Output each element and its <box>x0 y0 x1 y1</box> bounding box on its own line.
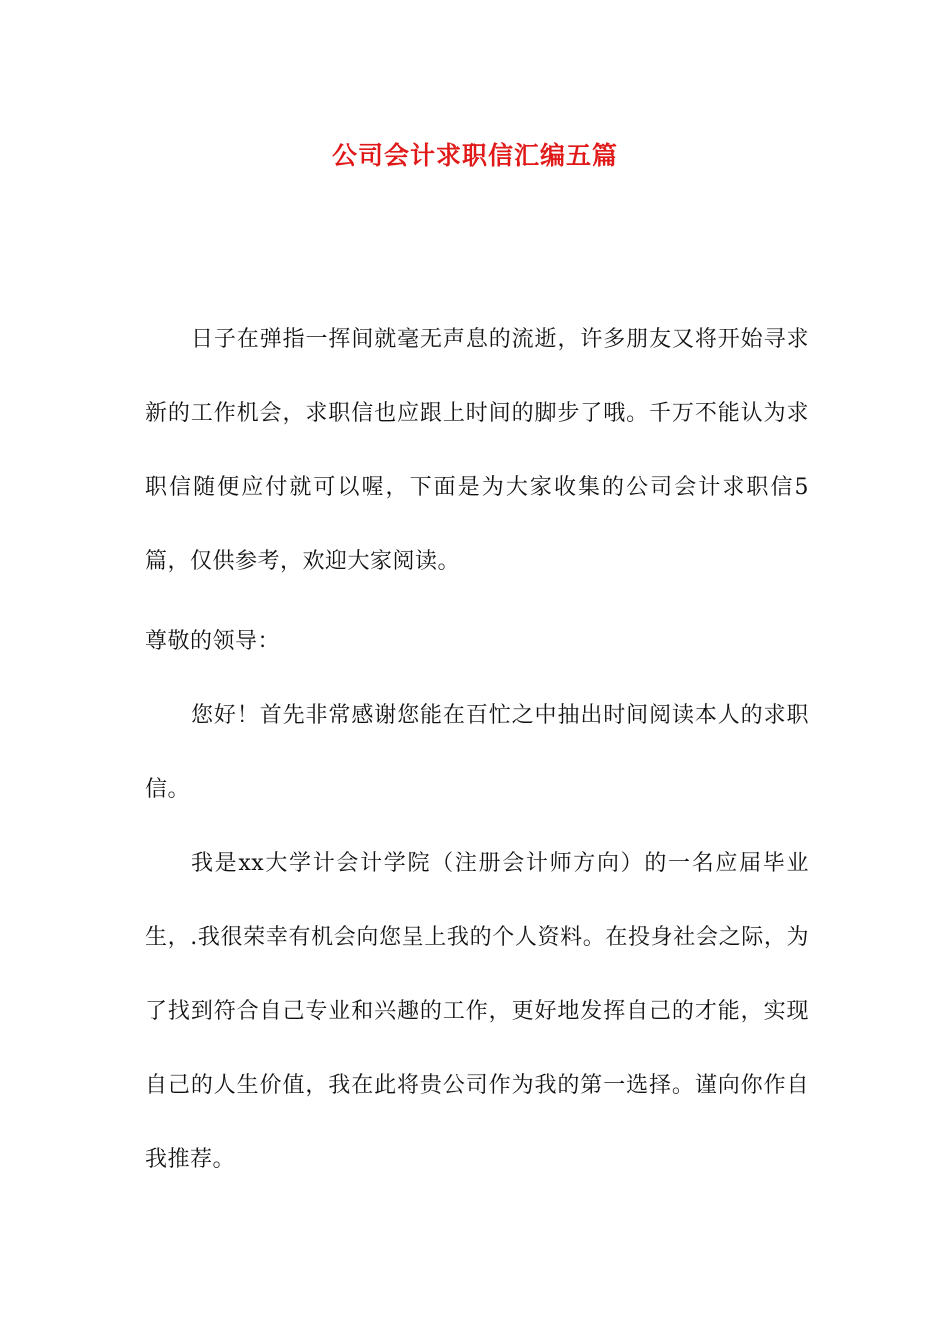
intro-block <box>145 303 809 599</box>
thanks-paragraph: 您好！首先非常感谢您能在百忙之中抽出时间阅读本人的求职信。 <box>145 703 809 802</box>
thanks-block <box>145 679 809 827</box>
salutation-block <box>145 609 809 675</box>
document-title: 公司会计求职信汇编五篇 <box>331 141 618 170</box>
self-intro-paragraph: 我是xx大学计会计学院（注册会计师方向）的一名应届毕业生，.我很荣幸有机会向您呈上我的个人资料。在投身社会之际，为了找到符合自己专业和兴趣的工作，更好地发挥自己的才能，实现自己的人生价值，我在此将贵公司作为我的第一选择。谨向你作自我推荐。 <box>145 851 809 1172</box>
salutation-text: 尊敬的领导： <box>145 629 281 654</box>
intro-paragraph: 日子在弹指一挥间就毫无声息的流逝，许多朋友又将开始寻求新的工作机会，求职信也应跟上时间的脚步了哦。千万不能认为求职信随便应付就可以喔，下面是为大家收集的公司会计求职信5篇，仅供参考，欢迎大家阅读。 <box>145 327 809 574</box>
self-intro-block <box>145 827 809 1197</box>
